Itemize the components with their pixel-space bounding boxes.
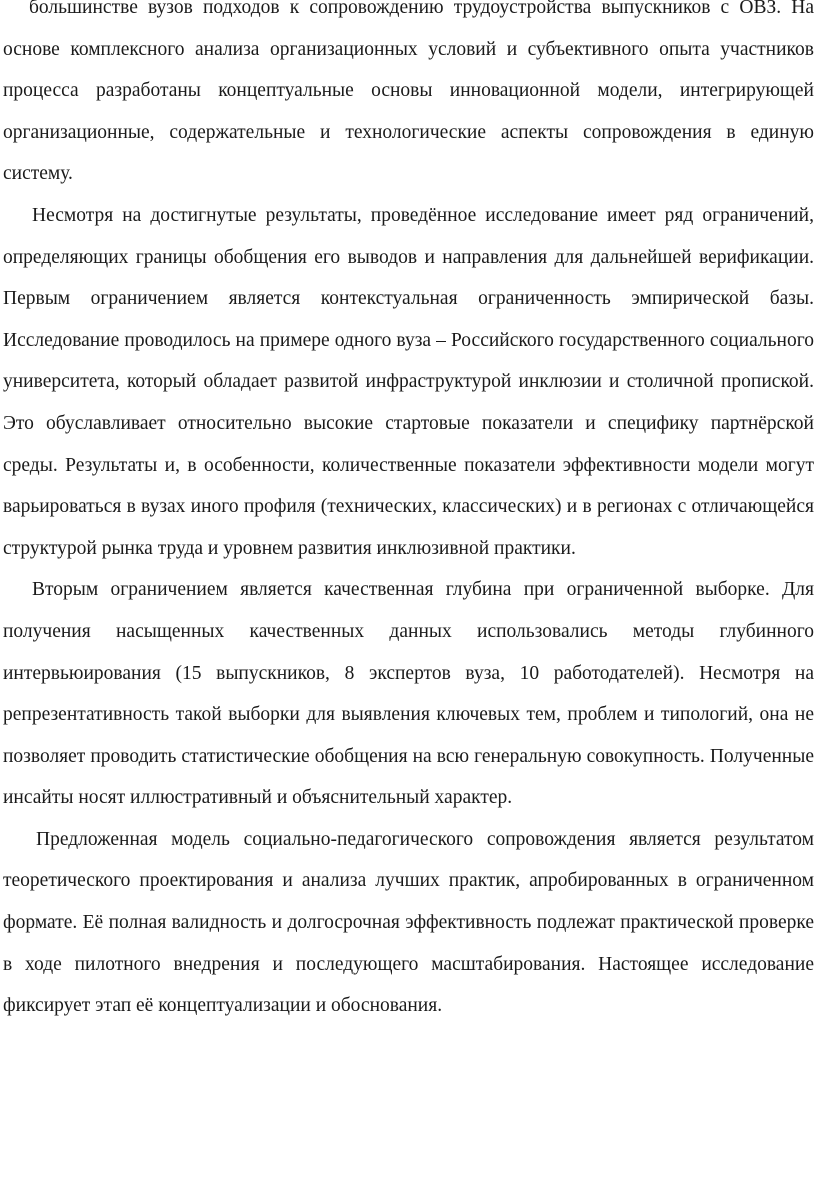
paragraph-second-limitation: Вторым ограничением является качественная глубина при ограниченной выборке. Для получения насыщенных качественных данных использовались методы глубинного интервьюирования (15 выпускников, 8 экспертов вуза, 10 работодателей). Несмотря на репрезентативность такой выборки для выявления ключевых тем, проблем и типологий, она не позволяет проводить статистические обобщения на всю генеральную совокупность. Полученные инсайты носят иллюстративный и объяснительный характер. [3, 579, 814, 809]
paragraph-model-validation: Предложенная модель социально-педагогического сопровождения является результатом теоретического проектирования и анализа лучших практик, апробированных в ограниченном формате. Её полная валидность и долгосрочная эффективность подлежат практической проверке в ходе пилотного внедрения и последующего масштабирования. Настоящее исследование фиксирует этап её концептуализации и обоснования. [3, 828, 814, 1017]
paragraph-limitations-intro: Несмотря на достигнутые результаты, проведённое исследование имеет ряд ограничений, определяющих границы обобщения его выводов и направления для дальнейшей верификации. Первым ограничением является контекстуальная ограниченность эмпирической базы. Исследование проводилось на примере одного вуза – Российского государственного социального университета, который обладает развитой инфраструктурой инклюзии и столичной пропиской. Это обуславливает относительно высокие стартовые показатели и специфику партнёрской среды. Результаты и, в особенности, количественные показатели эффективности модели могут варьироваться в вузах иного профиля (технических, классических) и в регионах с отличающейся структурой рынка труда и уровнем развития инклюзивной практики. [3, 204, 814, 559]
paragraph-continuation: большинстве вузов подходов к сопровождению трудоустройства выпускников с ОВЗ. На основе комплексного анализа организационных условий и субъективного опыта участников процесса разработаны концептуальные основы инновационной модели, интегрирующей организационные, содержательные и технологические аспекты сопровождения в единую систему. [3, 0, 814, 185]
